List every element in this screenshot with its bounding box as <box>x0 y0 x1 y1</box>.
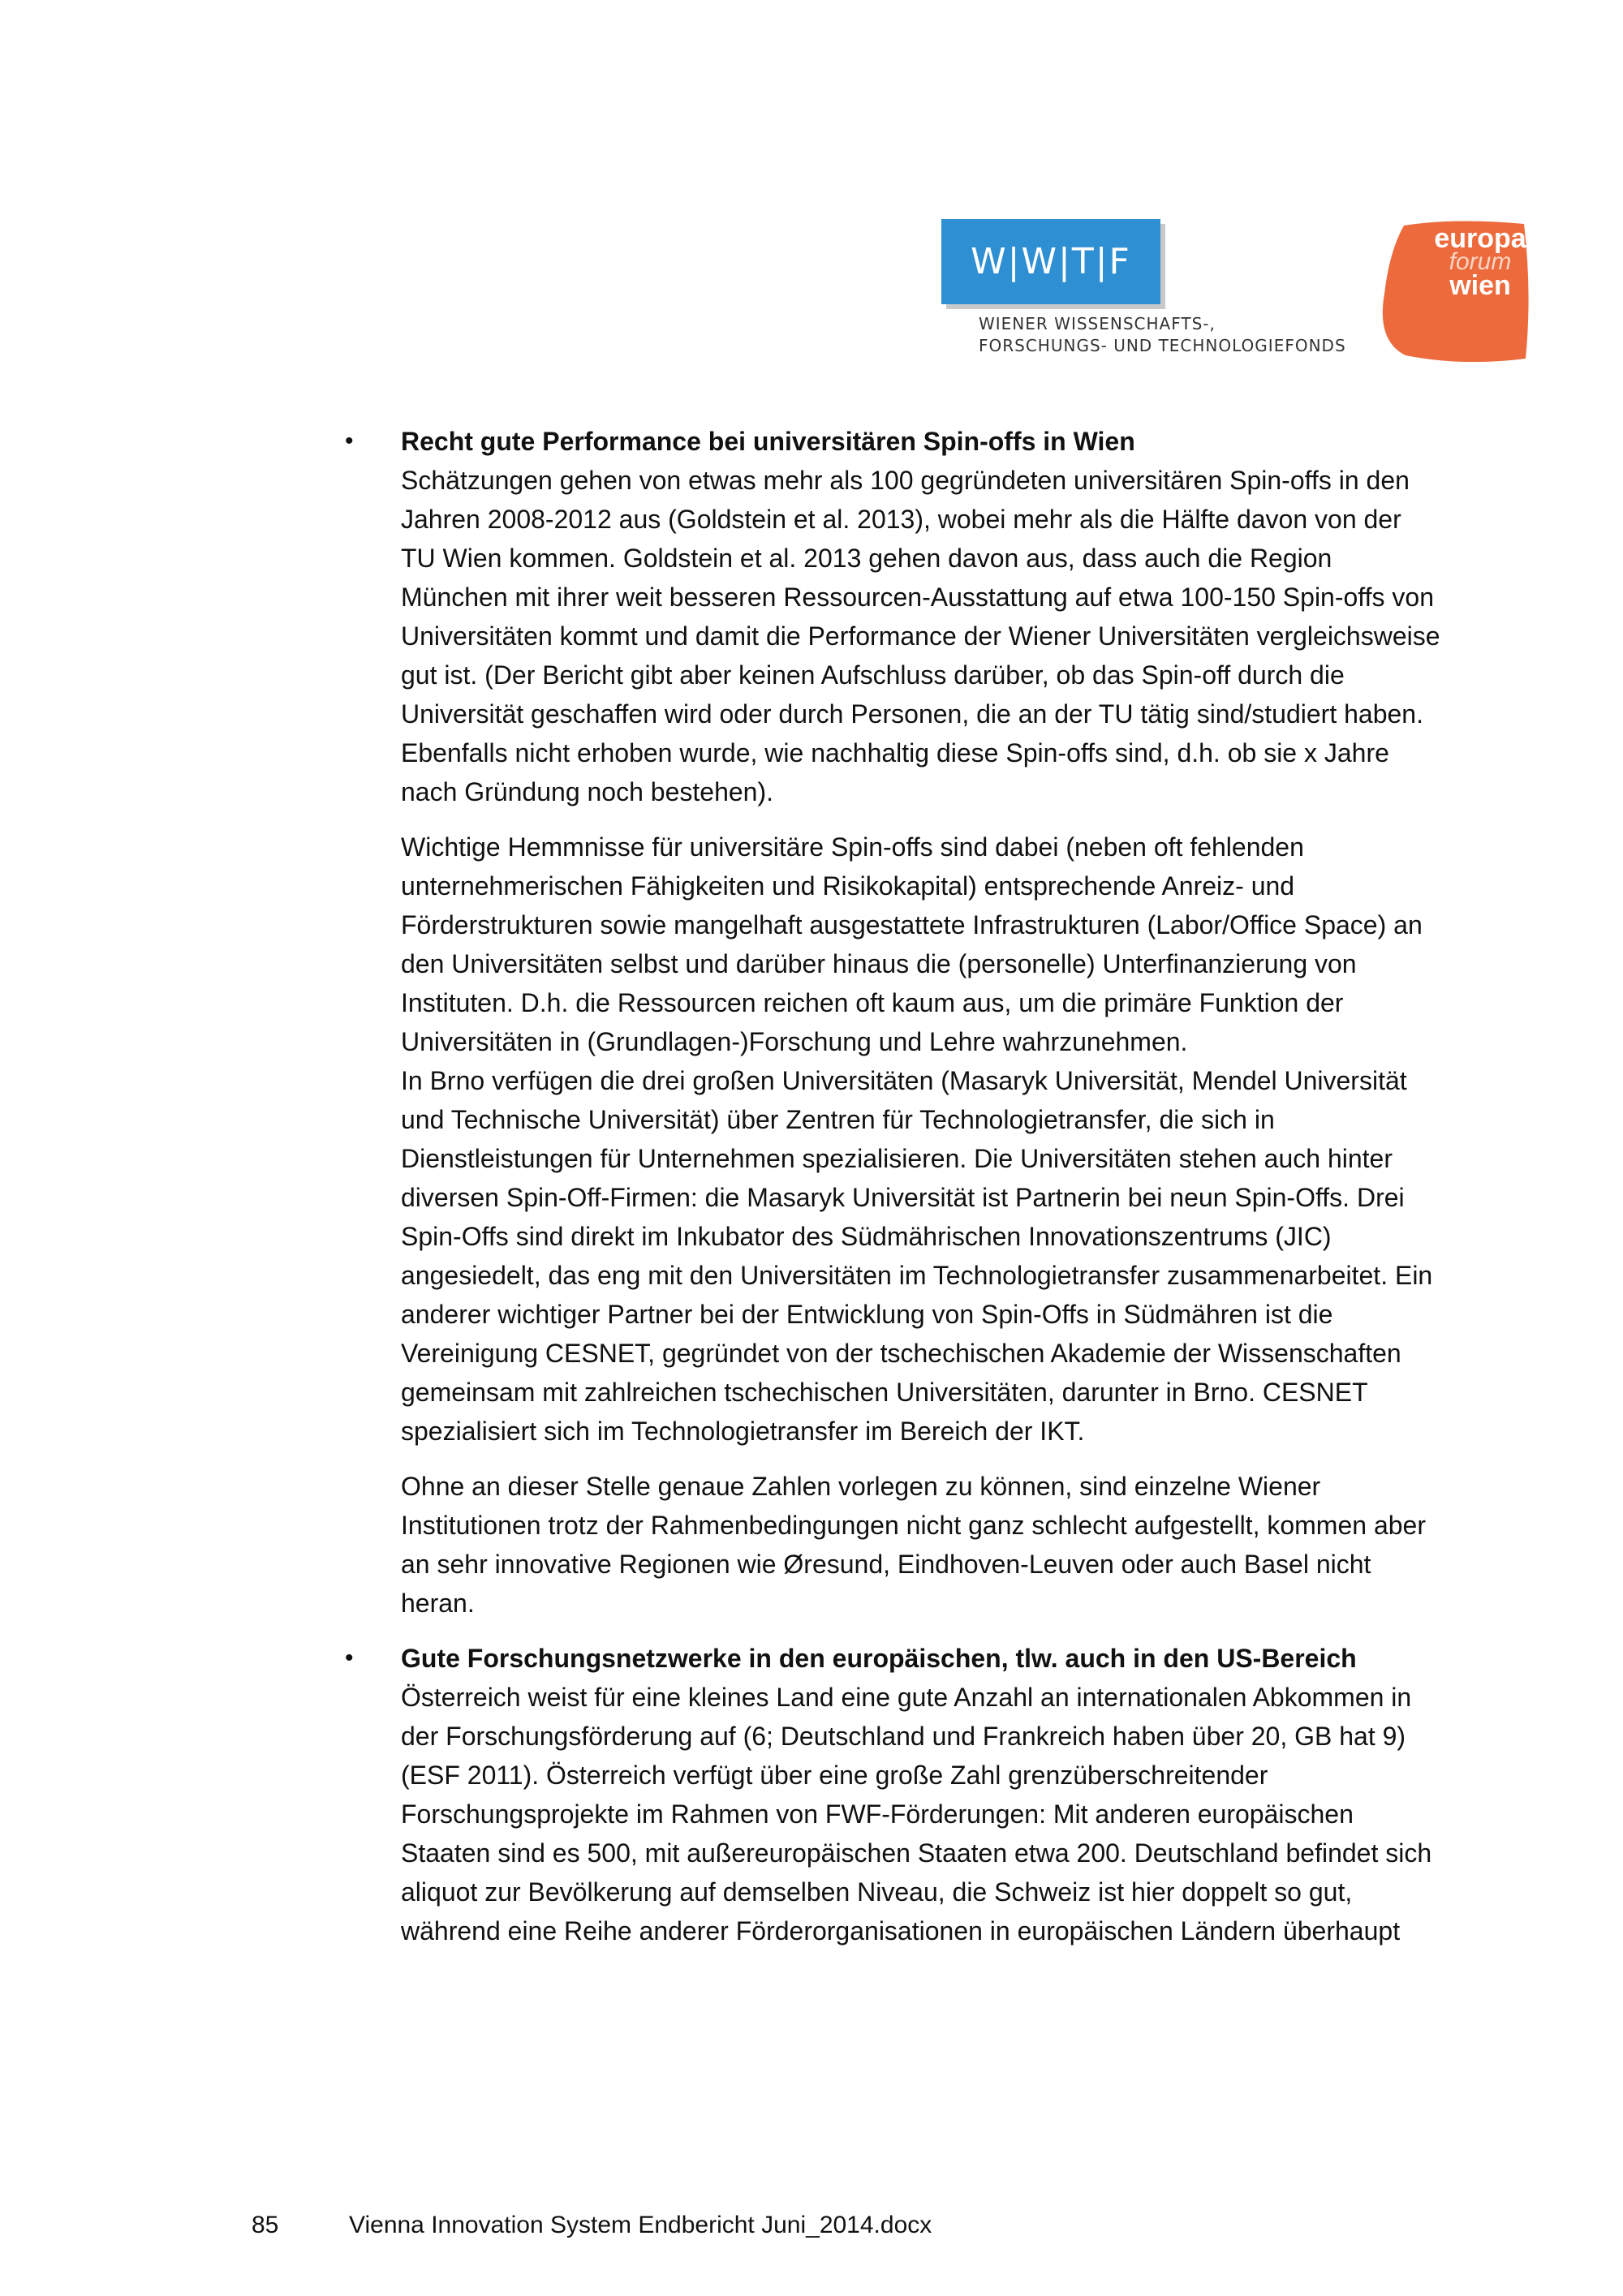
wwtf-logo-mark: W|W|T|F <box>971 241 1131 282</box>
text-line: Förderstrukturen sowie mangelhaft ausgestattete Infrastrukturen (Labor/Office Space) an <box>401 910 1423 939</box>
text-line: Wichtige Hemmnisse für universitäre Spin-offs sind dabei (neben oft fehlenden <box>401 832 1304 862</box>
text-line: Spin-Offs sind direkt im Inkubator des Südmährischen Innovationszentrums (JIC) <box>401 1222 1332 1251</box>
document-filename: Vienna Innovation System Endbericht Juni_2014.docx <box>349 2212 932 2238</box>
wwtf-logo-box <box>941 219 1160 304</box>
bullet-section <box>345 422 1562 1623</box>
text-line: Universitäten in (Grundlagen-)Forschung und Lehre wahrzunehmen. <box>401 1027 1188 1056</box>
text-line: anderer wichtiger Partner bei der Entwicklung von Spin-Offs in Südmähren ist die <box>401 1300 1333 1329</box>
text-line: In Brno verfügen die drei großen Universitäten (Masaryk Universität, Mendel Universität <box>401 1066 1407 1095</box>
text-line: München mit ihrer weit besseren Ressourcen-Ausstattung auf etwa 100-150 Spin-offs von <box>401 583 1434 612</box>
text-line: angesiedelt, das eng mit den Universitäten im Technologietransfer zusammenarbeitet. Ein <box>401 1261 1433 1290</box>
europa-logo-line2: forum <box>1449 248 1512 275</box>
text-line: Universität geschaffen wird oder durch Personen, die an der TU tätig sind/studiert haben. <box>401 699 1423 729</box>
text-line: der Forschungsförderung auf (6; Deutschland und Frankreich haben über 20, GB hat 9) <box>401 1722 1406 1751</box>
wwtf-logo-line2: FORSCHUNGS- UND TECHNOLOGIEFONDS <box>979 336 1346 355</box>
text-line: Staaten sind es 500, mit außereuropäischen Staaten etwa 200. Deutschland befindet sich <box>401 1838 1432 1868</box>
text-line: an sehr innovative Regionen wie Øresund, Eindhoven-Leuven oder auch Basel nicht <box>401 1550 1371 1579</box>
europa-forum-wien-logo <box>1381 219 1530 363</box>
wwtf-logo-text <box>979 313 1401 357</box>
text-line: den Universitäten selbst und darüber hinaus die (personelle) Unterfinanzierung von <box>401 949 1357 978</box>
bullet-section <box>345 1639 1562 1950</box>
text-line: Vereinigung CESNET, gegründet von der tschechischen Akademie der Wissenschaften <box>401 1339 1401 1368</box>
europa-logo-text <box>1431 223 1529 301</box>
document-body <box>345 422 1562 1950</box>
text-line: nach Gründung noch bestehen). <box>401 777 773 806</box>
text-line: TU Wien kommen. Goldstein et al. 2013 gehen davon aus, dass auch die Region <box>401 544 1332 573</box>
paragraph <box>401 1678 1562 1950</box>
bullet-marker: • <box>345 428 354 454</box>
paragraph <box>401 828 1562 1451</box>
page-footer <box>252 2209 932 2242</box>
section-heading: Recht gute Performance bei universitären Spin-offs in Wien <box>401 427 1135 456</box>
europa-logo-line3: wien <box>1449 270 1511 301</box>
paragraph <box>401 1467 1562 1623</box>
text-line: gut ist. (Der Bericht gibt aber keinen Aufschluss darüber, ob das Spin-off durch die <box>401 660 1345 690</box>
bullet-marker: • <box>345 1645 354 1671</box>
text-line: aliquot zur Bevölkerung auf demselben Niveau, die Schweiz ist hier doppelt so gut, <box>401 1877 1353 1907</box>
text-line: spezialisiert sich im Technologietransfer im Bereich der IKT. <box>401 1417 1085 1446</box>
text-line: Instituten. D.h. die Ressourcen reichen oft kaum aus, um die primäre Funktion der <box>401 988 1344 1017</box>
section-heading: Gute Forschungsnetzwerke in den europäischen, tlw. auch in den US-Bereich <box>401 1644 1357 1673</box>
wwtf-logo-line1: WIENER WISSENSCHAFTS-, <box>979 314 1216 333</box>
text-line: Universitäten kommt und damit die Performance der Wiener Universitäten vergleichsweise <box>401 621 1440 651</box>
text-line: diversen Spin-Off-Firmen: die Masaryk Universität ist Partnerin bei neun Spin-Offs. Drei <box>401 1183 1405 1212</box>
text-line: unternehmerischen Fähigkeiten und Risikokapital) entsprechende Anreiz- und <box>401 871 1295 901</box>
text-line: Schätzungen gehen von etwas mehr als 100 gegründeten universitären Spin-offs in den <box>401 466 1410 495</box>
text-line: (ESF 2011). Österreich verfügt über eine große Zahl grenzüberschreitender <box>401 1761 1268 1790</box>
text-line: Jahren 2008-2012 aus (Goldstein et al. 2013), wobei mehr als die Hälfte davon von der <box>401 505 1401 534</box>
text-line: Ohne an dieser Stelle genaue Zahlen vorlegen zu können, sind einzelne Wiener <box>401 1472 1321 1501</box>
text-line: Dienstleistungen für Unternehmen spezialisieren. Die Universitäten stehen auch hinter <box>401 1144 1393 1173</box>
text-line: Forschungsprojekte im Rahmen von FWF-Förderungen: Mit anderen europäischen <box>401 1799 1354 1829</box>
text-line: und Technische Universität) über Zentren für Technologietransfer, die sich in <box>401 1105 1275 1134</box>
text-line: während eine Reihe anderer Förderorganisationen in europäischen Ländern überhaupt <box>401 1916 1401 1946</box>
text-line: Ebenfalls nicht erhoben wurde, wie nachhaltig diese Spin-offs sind, d.h. ob sie x Jahre <box>401 738 1389 767</box>
page-number: 85 <box>252 2212 279 2238</box>
text-line: Österreich weist für eine kleines Land eine gute Anzahl an internationalen Abkommen in <box>401 1683 1412 1712</box>
wwtf-logo <box>941 219 1363 357</box>
text-line: heran. <box>401 1589 475 1618</box>
europa-logo-line1: europa <box>1434 223 1526 254</box>
text-line: gemeinsam mit zahlreichen tschechischen Universitäten, darunter in Brno. CESNET <box>401 1378 1368 1407</box>
paragraph <box>401 461 1562 811</box>
text-line: Institutionen trotz der Rahmenbedingungen nicht ganz schlecht aufgestellt, kommen aber <box>401 1511 1426 1540</box>
